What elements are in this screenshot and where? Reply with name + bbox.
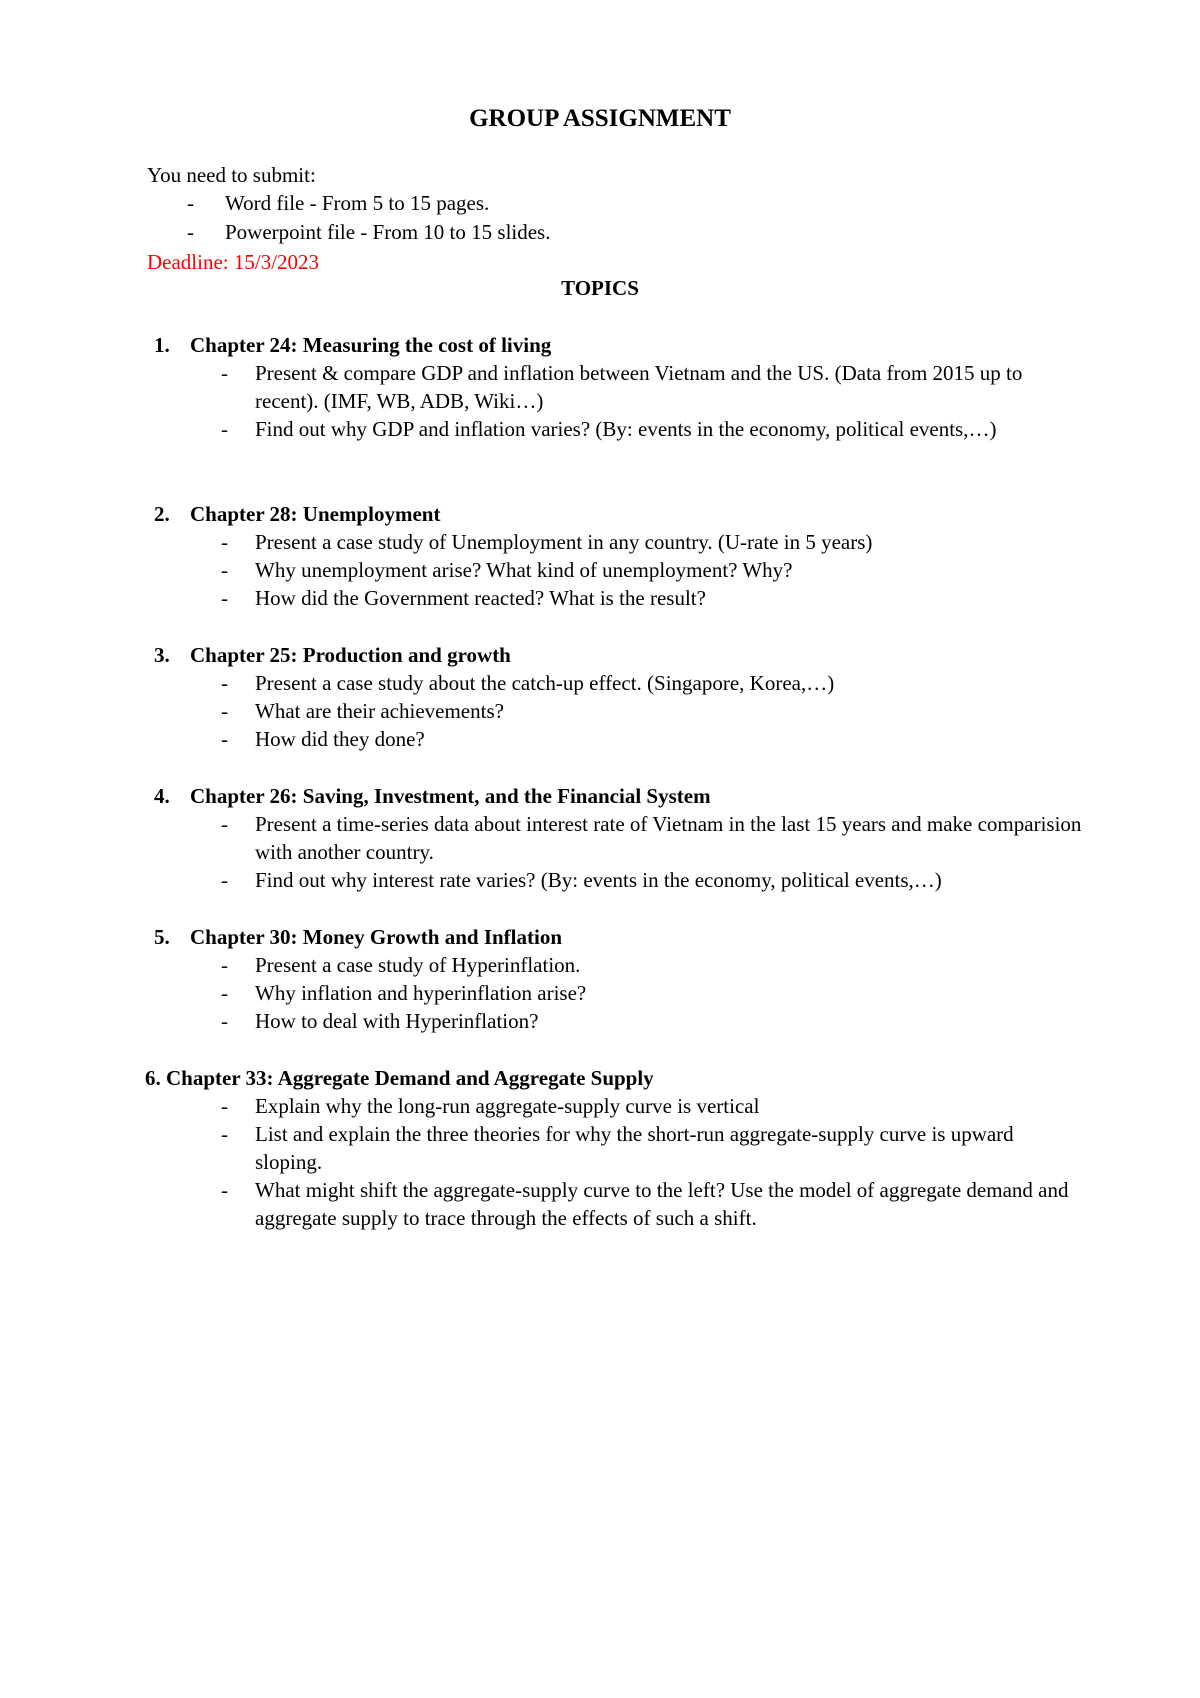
list-item <box>150 415 1085 443</box>
list-item-text: Why inflation and hyperinflation arise? <box>255 981 587 1005</box>
chapter-heading <box>150 923 1090 951</box>
list-item-text: Present a time-series data about interest rate of Vietnam in the last 15 years and make comparision with another country. <box>255 812 1082 864</box>
list-item-text: List and explain the three theories for why the short-run aggregate-supply curve is upward sloping. <box>255 1122 1014 1174</box>
list-item <box>150 556 1085 584</box>
dash-marker: - <box>221 530 228 554</box>
dash-marker: - <box>221 671 228 695</box>
chapter-heading <box>150 331 1090 359</box>
list-item <box>150 697 1085 725</box>
list-item-text: Find out why interest rate varies? (By: events in the economy, political events,…) <box>255 868 942 892</box>
list-item <box>150 979 1085 1007</box>
chapter-bullet-list <box>150 1092 1090 1232</box>
chapter-number: 5. <box>154 925 170 949</box>
dash-marker: - <box>187 191 194 215</box>
dash-marker: - <box>221 981 228 1005</box>
chapter-title: Chapter 25: Production and growth <box>190 643 511 667</box>
list-item-text: What are their achievements? <box>255 699 504 723</box>
list-item <box>150 669 1085 697</box>
dash-marker: - <box>221 417 228 441</box>
chapter-bullet-list <box>150 810 1090 894</box>
chapter-1 <box>150 331 1090 443</box>
chapter-6 <box>145 1064 1090 1232</box>
list-item <box>150 1092 1085 1120</box>
list-item-text: Present a case study about the catch-up effect. (Singapore, Korea,…) <box>255 671 835 695</box>
list-item-text: Present a case study of Unemployment in any country. (U-rate in 5 years) <box>255 530 873 554</box>
list-item-text: How did they done? <box>255 727 425 751</box>
dash-marker: - <box>221 727 228 751</box>
document-title: GROUP ASSIGNMENT <box>469 105 731 132</box>
dash-marker: - <box>221 812 228 836</box>
chapter-title: Chapter 28: Unemployment <box>190 502 441 526</box>
list-item-text: Present & compare GDP and inflation between Vietnam and the US. (Data from 2015 up to recent). (IMF, WB, ADB, Wiki…) <box>255 361 1023 413</box>
chapter-title: Chapter 30: Money Growth and Inflation <box>190 925 563 949</box>
list-item <box>150 1007 1085 1035</box>
deadline: Deadline: 15/3/2023 <box>147 250 320 274</box>
chapter-number: 2. <box>154 502 170 526</box>
chapter-heading <box>145 1064 1090 1092</box>
chapter-heading <box>150 500 1090 528</box>
chapter-bullet-list <box>150 359 1090 443</box>
dash-marker: - <box>221 1094 228 1118</box>
chapter-title: Chapter 24: Measuring the cost of living <box>190 333 552 357</box>
chapter-bullet-list <box>150 669 1090 753</box>
list-item-text: Find out why GDP and inflation varies? (By: events in the economy, political events,…) <box>255 417 997 441</box>
list-item-text: Explain why the long-run aggregate-supply curve is vertical <box>255 1094 760 1118</box>
dash-marker: - <box>221 558 228 582</box>
list-item-text: Present a case study of Hyperinflation. <box>255 953 581 977</box>
chapter-title: Chapter 26: Saving, Investment, and the Financial System <box>190 784 711 808</box>
chapter-number: 3. <box>154 643 170 667</box>
dash-marker: - <box>221 1122 228 1146</box>
chapter-2 <box>150 500 1090 612</box>
dash-marker: - <box>187 220 194 244</box>
chapter-number: 4. <box>154 784 170 808</box>
chapter-3 <box>150 641 1090 753</box>
list-item <box>150 725 1085 753</box>
chapter-heading <box>150 782 1090 810</box>
list-item-text: What might shift the aggregate-supply curve to the left? Use the model of aggregate demand and aggregate supply to trace through the effects of such a shift. <box>255 1178 1069 1230</box>
chapter-5 <box>150 923 1090 1035</box>
list-item <box>150 584 1085 612</box>
list-item <box>150 359 1085 415</box>
list-item <box>150 951 1085 979</box>
list-item-text: How to deal with Hyperinflation? <box>255 1009 539 1033</box>
dash-marker: - <box>221 868 228 892</box>
list-item <box>150 810 1085 866</box>
list-item <box>150 866 1085 894</box>
list-item-text: How did the Government reacted? What is the result? <box>255 586 706 610</box>
chapter-bullet-list <box>150 528 1090 612</box>
topics-heading: TOPICS <box>561 276 639 300</box>
chapter-heading <box>150 641 1090 669</box>
dash-marker: - <box>221 361 228 385</box>
chapter-title: 6. Chapter 33: Aggregate Demand and Aggregate Supply <box>145 1066 654 1090</box>
list-item <box>150 1176 1085 1232</box>
dash-marker: - <box>221 1009 228 1033</box>
submission-item-text: Powerpoint file - From 10 to 15 slides. <box>225 220 551 244</box>
list-item <box>150 528 1085 556</box>
chapter-number: 1. <box>154 333 170 357</box>
chapter-4 <box>150 782 1090 894</box>
submission-item-text: Word file - From 5 to 15 pages. <box>225 191 490 215</box>
chapter-bullet-list <box>150 951 1090 1035</box>
submission-intro: You need to submit: <box>147 163 316 187</box>
list-item <box>150 1120 1085 1176</box>
dash-marker: - <box>221 1178 228 1202</box>
dash-marker: - <box>221 586 228 610</box>
dash-marker: - <box>221 699 228 723</box>
dash-marker: - <box>221 953 228 977</box>
list-item-text: Why unemployment arise? What kind of unemployment? Why? <box>255 558 793 582</box>
